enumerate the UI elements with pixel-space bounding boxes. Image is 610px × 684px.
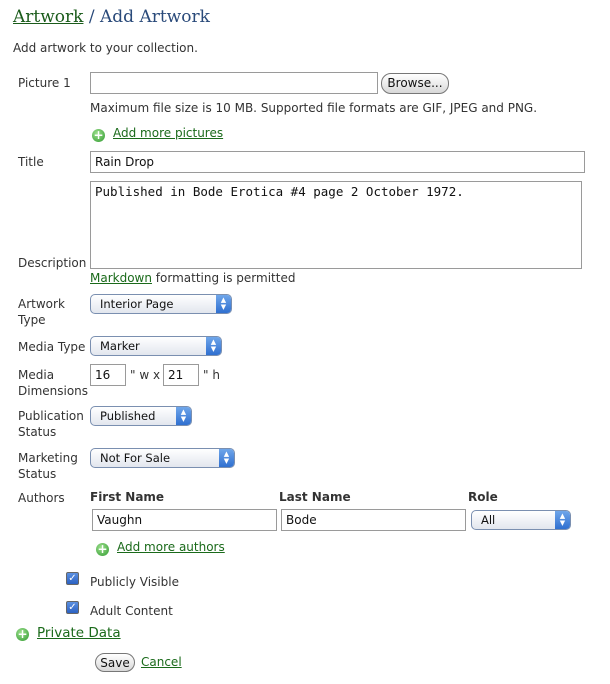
breadcrumb-current: Add Artwork: [100, 7, 210, 27]
add-pictures-plus-icon[interactable]: +: [93, 128, 104, 142]
authors-label: Authors: [18, 491, 65, 505]
adult-content-checkbox[interactable]: ✓: [66, 601, 79, 614]
breadcrumb-artwork-link[interactable]: Artwork: [13, 7, 84, 27]
media-height-input[interactable]: [163, 364, 199, 386]
browse-button[interactable]: Browse...: [381, 73, 449, 94]
title-label: Title: [18, 155, 44, 169]
file-size-hint: Maximum file size is 10 MB. Supported file formats are GIF, JPEG and PNG.: [90, 101, 538, 115]
artwork-type-select[interactable]: [90, 294, 232, 314]
page-intro: Add artwork to your collection.: [13, 41, 198, 55]
media-type-label: Media Type: [18, 340, 86, 354]
picture-file-field[interactable]: [90, 72, 378, 94]
artwork-type-label: Artwork Type: [18, 297, 65, 327]
title-input[interactable]: [90, 151, 585, 173]
role-header: Role: [468, 490, 498, 504]
breadcrumb-separator: /: [88, 7, 95, 27]
markdown-note: [90, 271, 295, 285]
marketing-status-label: Marketing Status: [18, 451, 78, 481]
publication-status-value: Published: [100, 409, 156, 423]
publication-status-label: Publication Status: [18, 409, 84, 439]
last-name-header: Last Name: [279, 490, 351, 504]
chevron-updown-icon: ▲ ▼: [176, 407, 191, 425]
private-data-plus-icon[interactable]: +: [17, 627, 28, 641]
media-type-value: Marker: [100, 339, 140, 353]
chevron-updown-icon: ▲ ▼: [555, 511, 570, 529]
media-dimensions-label: Media Dimensions: [18, 368, 89, 398]
chevron-updown-icon: ▲ ▼: [206, 337, 221, 355]
media-width-input[interactable]: [90, 364, 126, 386]
add-more-pictures-link[interactable]: Add more pictures: [113, 126, 224, 140]
page-title: [13, 7, 210, 27]
add-more-authors-link[interactable]: Add more authors: [117, 540, 225, 554]
media-type-select[interactable]: [90, 336, 222, 356]
private-data-link[interactable]: Private Data: [37, 625, 121, 641]
author-last-name-input[interactable]: [281, 509, 466, 531]
publicly-visible-label: Publicly Visible: [90, 575, 179, 589]
markdown-link[interactable]: Markdown: [90, 271, 152, 285]
artwork-type-value: Interior Page: [100, 297, 174, 311]
save-button[interactable]: Save: [95, 653, 135, 672]
author-role-value: All: [481, 513, 496, 527]
publicly-visible-checkbox[interactable]: ✓: [66, 572, 79, 585]
publication-status-select[interactable]: [90, 406, 192, 426]
markdown-note-text: formatting is permitted: [155, 271, 296, 285]
chevron-updown-icon: ▲ ▼: [216, 295, 231, 313]
cancel-link[interactable]: Cancel: [141, 655, 182, 669]
description-label: Description: [18, 256, 87, 270]
description-textarea[interactable]: Published in Bode Erotica #4 page 2 October 1972.: [90, 181, 582, 269]
height-unit-text: " h: [203, 368, 220, 382]
first-name-header: First Name: [90, 490, 165, 504]
author-role-select[interactable]: [471, 510, 571, 530]
width-unit-text: " w x: [130, 368, 161, 382]
picture-label: Picture 1: [18, 76, 71, 90]
chevron-updown-icon: ▲ ▼: [219, 449, 234, 467]
add-authors-plus-icon[interactable]: +: [97, 542, 108, 556]
adult-content-label: Adult Content: [90, 604, 173, 618]
marketing-status-select[interactable]: [90, 448, 235, 468]
marketing-status-value: Not For Sale: [100, 451, 171, 465]
author-first-name-input[interactable]: [92, 509, 277, 531]
